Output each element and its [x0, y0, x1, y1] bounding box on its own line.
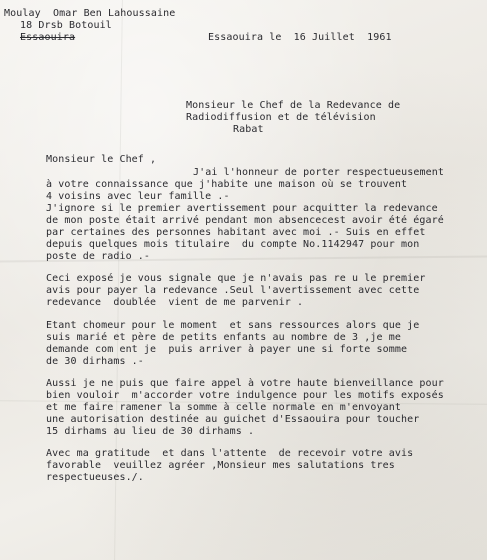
- paragraph-line: redevance doublée vient de me parvenir .: [46, 297, 304, 308]
- paragraph-line: de 30 dirhams .-: [46, 356, 144, 367]
- salutation: Monsieur le Chef ,: [46, 154, 157, 165]
- paragraph-line: 15 dirhams au lieu de 30 dirhams .: [46, 426, 255, 437]
- paragraph-line: depuis quelques mois titulaire du compte No.1142947 pour mon: [46, 239, 420, 250]
- sender-name: Moulay Omar Ben Lahoussaine: [4, 8, 176, 19]
- paragraph-line: et me faire ramener la somme à celle normale en m'envoyant: [46, 402, 401, 413]
- paragraph-line: poste de radio .-: [46, 251, 151, 262]
- paragraph-line: 4 voisins avec leur famille .-: [46, 191, 230, 202]
- paragraph-line: suis marié et père de petits enfants au nombre de 3 ,je me: [46, 332, 401, 343]
- paragraph-line: favorable veuillez agréer ,Monsieur mes salutations tres: [46, 460, 395, 471]
- paragraph-line: une autorisation destinée au guichet d'Essaouira pour toucher: [46, 414, 420, 425]
- paragraph-line: à votre connaissance que j'habite une maison où se trouvent: [46, 179, 408, 190]
- paragraph-line: Etant chomeur pour le moment et sans ressources alors que je: [46, 320, 420, 331]
- sender-city: Essaouira: [20, 32, 76, 43]
- paragraph-line: Avec ma gratitude et dans l'attente de recevoir votre avis: [46, 448, 414, 459]
- paragraph-line: de mon poste était arrivé pendant mon absencecest avoir été égaré: [46, 215, 444, 226]
- paragraph-line: bien vouloir m'accorder votre indulgence pour les motifs exposés: [46, 390, 444, 401]
- recipient-title: Monsieur le Chef de la Redevance de: [186, 100, 401, 111]
- paragraph-line: Aussi je ne puis que faire appel à votre haute bienveillance pour: [46, 378, 444, 389]
- letter-date: Essaouira le 16 Juillet 1961: [208, 32, 392, 43]
- sender-street: 18 Drsb Botouil: [20, 20, 112, 31]
- paragraph-line: demande com ent je puis arriver à payer une si forte somme: [46, 344, 408, 355]
- paragraph-line: J'ignore si le premier avertissement pour acquitter la redevance: [46, 203, 438, 214]
- paragraph-line: J'ai l'honneur de porter respectueusement: [193, 167, 444, 178]
- paragraph-line: respectueuses./.: [46, 472, 144, 483]
- recipient-department: Radiodiffusion et de télévision: [186, 112, 376, 123]
- paragraph-line: Ceci exposé je vous signale que je n'avais pas re u le premier: [46, 273, 426, 284]
- paragraph-line: par certaines des personnes habitant avec moi .- Suis en effet: [46, 227, 426, 238]
- recipient-city: Rabat: [233, 124, 264, 135]
- paragraph-line: avis pour payer la redevance .Seul l'avertissement avec cette: [46, 285, 420, 296]
